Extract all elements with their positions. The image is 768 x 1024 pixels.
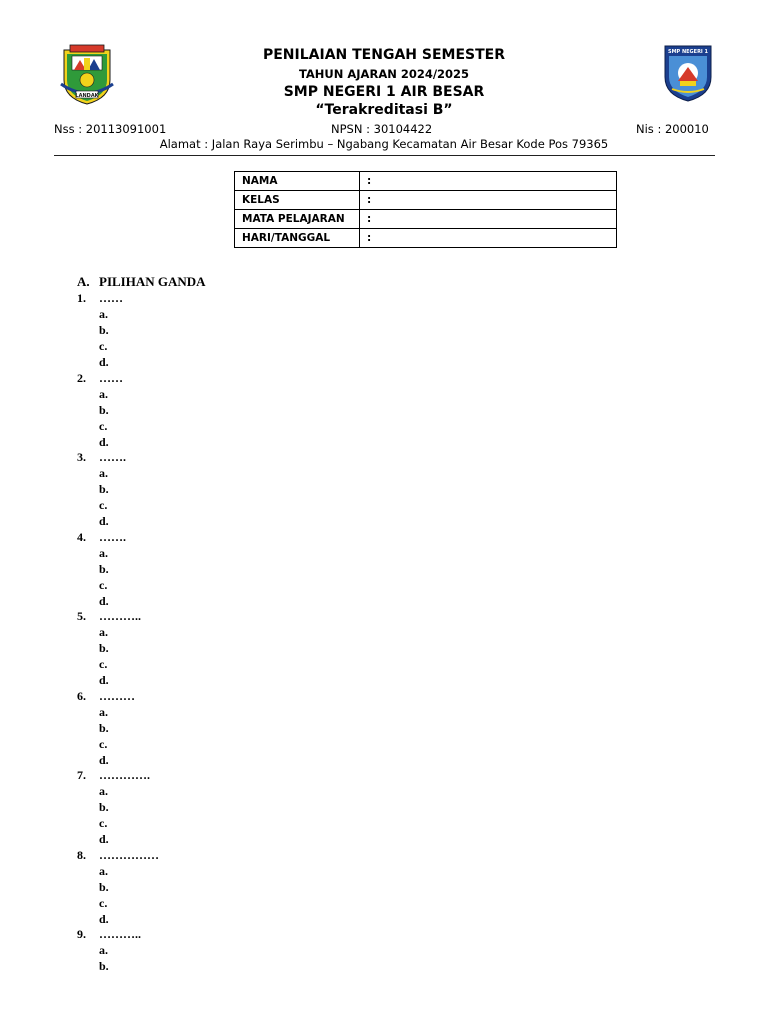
info-row-name <box>235 172 617 191</box>
option-d: d. <box>99 434 109 449</box>
option-d: d. <box>99 673 109 687</box>
option-a: a. <box>99 386 108 401</box>
option-c: c. <box>99 657 108 671</box>
question-text: ……….. <box>99 927 141 941</box>
option-a: a. <box>99 625 108 639</box>
svg-text:SMP NEGERI 1: SMP NEGERI 1 <box>667 49 709 55</box>
option-d: d. <box>99 752 109 767</box>
option-c: c. <box>99 339 108 353</box>
option-a: a. <box>99 307 108 321</box>
school-name: SMP NEGERI 1 AIR BESAR <box>283 84 485 100</box>
question-item <box>77 688 159 768</box>
question-number: 3. <box>77 450 86 464</box>
header-divider <box>54 155 715 156</box>
question-item <box>77 449 159 529</box>
question-item <box>77 847 159 927</box>
question-item <box>77 608 159 688</box>
info-value[interactable]: : <box>360 172 617 191</box>
svg-text:LANDAK: LANDAK <box>75 93 99 99</box>
nis-number: Nis : 200010 <box>636 122 709 136</box>
option-d: d. <box>99 514 109 528</box>
option-b: b. <box>99 879 109 894</box>
question-number: 8. <box>77 847 86 862</box>
question-text: ……….. <box>99 609 141 623</box>
info-label: MATA PELAJARAN <box>235 210 360 229</box>
info-value[interactable]: : <box>360 210 617 229</box>
question-number: 7. <box>77 768 86 782</box>
question-number: 2. <box>77 370 86 385</box>
info-row-date <box>235 229 617 248</box>
option-b: b. <box>99 561 109 576</box>
option-b: b. <box>99 959 109 973</box>
question-text: ……. <box>99 529 126 544</box>
section-title: PILIHAN GANDA <box>99 274 206 289</box>
option-c: c. <box>99 736 108 751</box>
option-a: a. <box>99 466 108 480</box>
option-a: a. <box>99 863 108 878</box>
exam-title: PENILAIAN TENGAH SEMESTER <box>262 47 505 63</box>
option-c: c. <box>99 816 108 830</box>
question-number: 5. <box>77 609 86 623</box>
question-number: 1. <box>77 291 86 305</box>
question-text: …… <box>99 370 123 385</box>
question-text: ……. <box>99 450 126 464</box>
option-a: a. <box>99 784 108 798</box>
question-item <box>77 370 159 450</box>
section-heading <box>77 274 206 290</box>
option-d: d. <box>99 832 109 846</box>
question-text: …… <box>99 291 123 305</box>
npsn-number: NPSN : 30104422 <box>331 122 433 136</box>
question-text: …………. <box>99 768 150 782</box>
option-b: b. <box>99 800 109 814</box>
info-label: NAMA <box>235 172 360 191</box>
info-label: HARI/TANGGAL <box>235 229 360 248</box>
option-b: b. <box>99 720 109 735</box>
option-c: c. <box>99 895 108 910</box>
question-item <box>77 926 159 974</box>
accreditation: “Terakreditasi B” <box>315 102 453 118</box>
option-d: d. <box>99 593 109 608</box>
option-c: c. <box>99 418 108 433</box>
question-item <box>77 529 159 609</box>
question-number: 9. <box>77 927 86 941</box>
option-c: c. <box>99 577 108 592</box>
info-value[interactable]: : <box>360 229 617 248</box>
question-list <box>77 290 159 974</box>
option-b: b. <box>99 402 109 417</box>
info-row-class <box>235 191 617 210</box>
section-letter: A. <box>77 274 90 289</box>
info-value[interactable]: : <box>360 191 617 210</box>
question-text: ……… <box>99 688 135 703</box>
option-b: b. <box>99 482 109 496</box>
question-item <box>77 290 159 370</box>
question-item <box>77 767 159 847</box>
option-b: b. <box>99 641 109 655</box>
question-text: …………… <box>99 847 159 862</box>
option-a: a. <box>99 704 108 719</box>
school-address: Alamat : Jalan Raya Serimbu – Ngabang Kecamatan Air Besar Kode Pos 79365 <box>159 137 609 151</box>
option-a: a. <box>99 545 108 560</box>
nss-number: Nss : 20113091001 <box>54 122 167 136</box>
info-row-subject <box>235 210 617 229</box>
question-number: 6. <box>77 688 86 703</box>
info-label: KELAS <box>235 191 360 210</box>
option-c: c. <box>99 498 108 512</box>
question-number: 4. <box>77 529 86 544</box>
option-d: d. <box>99 911 109 926</box>
academic-year: TAHUN AJARAN 2024/2025 <box>298 67 470 81</box>
student-info-table <box>234 171 617 248</box>
option-b: b. <box>99 323 109 337</box>
option-d: d. <box>99 355 109 369</box>
option-a: a. <box>99 943 108 957</box>
